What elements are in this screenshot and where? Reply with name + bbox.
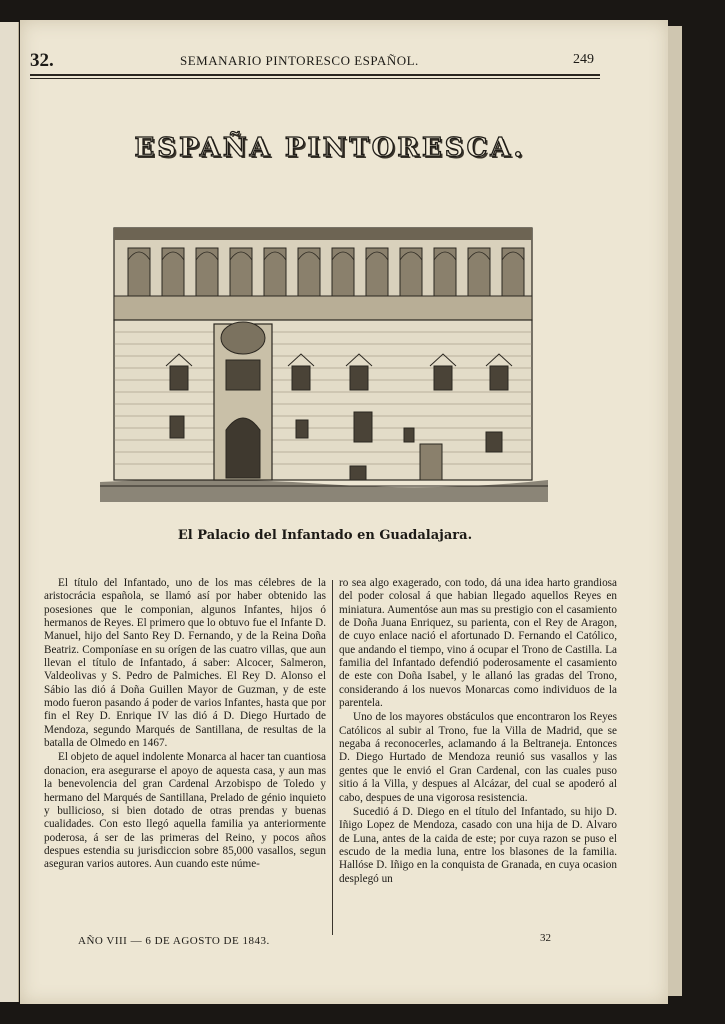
text-column-right: [339, 577, 617, 887]
page-number: 249: [573, 52, 594, 67]
masthead-title: ESPAÑA PINTORESCA.: [134, 133, 526, 163]
signature-mark: 32: [540, 932, 551, 944]
footer-date: AÑO VIII — 6 DE AGOSTO DE 1843.: [78, 935, 270, 947]
column-divider: [332, 580, 333, 935]
palace-engraving: [100, 220, 548, 502]
paragraph: Sucedió á D. Diego en el título del Infantado, su hijo D. Iñigo Lopez de Mendoza, casado con una hija de D. Alvaro de Luna, antes de la caida de este; por cuya razon se puso el escudo de la media luna, entre los blasones de la familia. Hallóse D. Iñigo en la conquista de Granada, en cuya ocasion desplegó un: [339, 805, 617, 885]
engraving-caption: El Palacio del Infantado en Guadalajara.: [177, 528, 473, 543]
page-header: [30, 50, 594, 72]
left-page-edge: [0, 22, 19, 1002]
issue-number: 32.: [30, 50, 54, 71]
header-rule-thin: [30, 78, 600, 79]
running-head: SEMANARIO PINTORESCO ESPAÑOL.: [180, 53, 419, 68]
paragraph: Uno de los mayores obstáculos que encontraron los Reyes Católicos al subir al Trono, fue la Villa de Madrid, que se negaba á reconocerles, aclamando á la Beltraneja. Entonces D. Diego Hurtado de Mendoza reunió sus vasallos y las gentes que le envió el Gran Cardenal, con las cuales puso sitio á la Villa, y despues al Alcázar, del cual se apoderó al cabo, despues de una vigorosa resistencia.: [339, 711, 617, 804]
header-rule: [30, 74, 600, 76]
paragraph: El objeto de aquel indolente Monarca al hacer tan cuantiosa donacion, era asegurarse el apoyo de aquesta casa, y aun mas la benevolencia del gran Cardenal Arzobispo de Toledo y hermano del Marqués de Santillana, Prelado de génio inquieto y bullicioso, si bien dotado de otras prendas y buenas cualidades. Con esto llegó aquella familia ya anteriormente poderosa, á ser de las primeras del Reino, y pocos años despues estendia su jurisdiccion sobre 85,000 vasallos, segun aseguran varios autores. Aun cuando este núme-: [44, 751, 326, 871]
paragraph: El título del Infantado, uno de los mas célebres de la aristocrácia española, se llamó así por haber obtenido las posesiones que le componian, algunos Infantes, hijos ó hermanos de Reyes. El primero que lo obtuvo fue el Infante D. Manuel, hijo del Santo Rey D. Fernando, y de la Reina Doña Beatriz. Componíase en su orígen de las cuatro villas, que aun llevan el título de Infantado, á saber: Alcocer, Salmeron, Valdeolivas y S. Pedro de Palmiches. El Rey D. Alonso el Sábio las dió á Doña Guillen Mayor de Guzman, y de este modo fueron pasando á poder de varios Infantes, hasta que por fin el Rey D. Enrique IV las dió á D. Diego Hurtado de Mendoza, segundo Marqués de Santillana, de resultas de la batalla de Olmedo en 1467.: [44, 577, 326, 750]
book-spine: [668, 26, 682, 996]
text-column-left: [44, 577, 326, 873]
paragraph: ro sea algo exagerado, con todo, dá una idea harto grandiosa del poder colosal á que habian llegado aquellos Reyes en miniatura. Aumentóse aun mas su prestigio con el casamiento de Doña Juana Enriquez, su parienta, con el Rey de Aragon, de cuyo enlace nació el afortunado D. Fernando el Católico, que andando el tiempo, vino á ocupar el Trono de Castilla. La familia del Infantado defendió poderosamente el casamiento de este con Doña Isabel, y le allanó las gradas del Trono, considerando á los nuevos Monarcas como individuos de la parentela.: [339, 577, 617, 710]
